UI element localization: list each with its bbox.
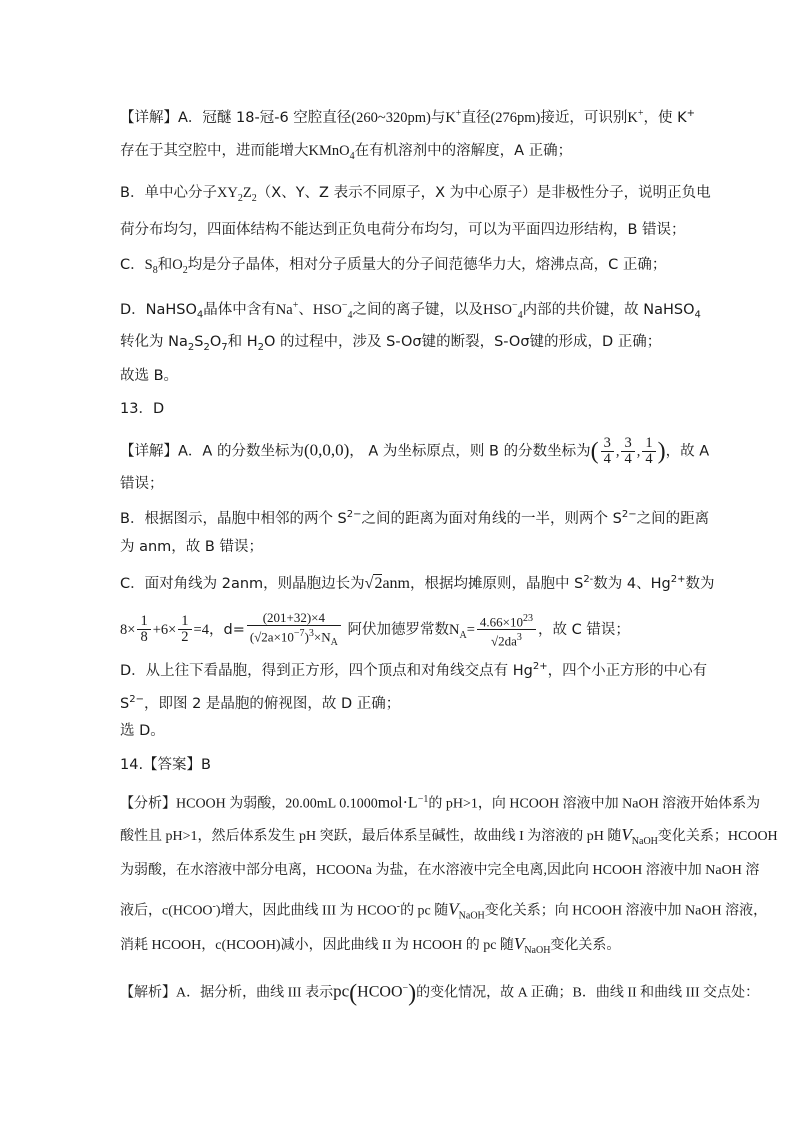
q14-line-1: 【分析】HCOOH 为弱酸，20.00mL $0.1000mol\cdot L^{-1}$的 pH>1，向 HCOOH 溶液中加 NaOH 溶液开始体系为 (120, 794, 761, 812)
q13-line-8: $S^{2-}$，即图 2 是晶胞的俯视图，故 D 正确； (120, 694, 401, 712)
q12-line-1: 【详解】A．冠醚 18-冠-6 空腔直径(260~320pm)与K+直径(276pm)接近，可识别K+，使 K+ (120, 108, 696, 126)
q13-line-2: 错误； (120, 476, 164, 492)
q12-line-2: 存在于其空腔中，进而能增大KMnO$_4$在有机溶剂中的溶解度，A 正确； (120, 143, 573, 162)
q14-line-2: 酸性且 pH>1，然后体系发生 pH 突跃，最后体系呈碱性，故曲线 I 为溶液的 pH 随$V_{NaOH}$变化关系；HCOOH (120, 825, 778, 847)
q13-line-6: 8× $\frac{1}{8}$ +6× $\frac{1}{2}$ =4，d= $\frac{(201+32)\times 4}{(√2a\times 10^{-7})^3\times N_A}$ 阿伏加德罗常数$N_A=$ $\frac{4.66\times 10^{23}}{√2da^3}$ ，故 C 错误； (120, 610, 630, 649)
q13-line-9: 选 D。 (120, 723, 165, 739)
q12-line-7: 转化为 $Na_2S_2O_7$和 $H_2O$ 的过程中，涉及 S-Oσ键的断裂，S-Oσ键的形成，D 正确； (120, 334, 662, 353)
q13-line-4: 为 anm，故 B 错误； (120, 539, 263, 555)
q13-line-7: D．从上往下看晶胞，得到正方形，四个顶点和对角线交点有 $Hg^{2+}$，四个小正方形的中心有 (120, 661, 708, 679)
q14-line-5: 消耗 HCOOH，c(HCOOH)减小，因此曲线 II 为 HCOOH 的 pc 随$V_{NaOH}$变化关系。 (120, 934, 621, 956)
q12-line-4: 荷分布均匀，四面体结构不能达到正负电荷分布均匀，可以为平面四边形结构，B 错误； (120, 222, 686, 238)
q12-line-3: B．单中心分子$XY_2Z_2(X$、Y、Z 表示不同原子，X 为中心原子）是非极性分子，说明正负电 (120, 185, 711, 204)
q12-line-6: D．NaHSO$_4$晶体中含有Na+、$HSO^-_4$之间的离子键，以及$HSO^-_4$内部的共价键，故 NaHSO$_4$ (120, 300, 701, 321)
q12-line-8: 故选 B。 (120, 368, 179, 384)
q14-line-4: 液后，c(HCOO-)增大，因此曲线 III 为 HCOO-的 pc 随$V_{NaOH}$变化关系；向 HCOOH 溶液中加 NaOH 溶液， (120, 899, 768, 922)
q14-line-3: 为弱酸，在水溶液中部分电离，HCOONa 为盐，在水溶液中完全电离,因此向 HCOOH 溶液中加 NaOH 溶 (120, 863, 760, 878)
q12-line-5: C．$S_8$和$O_2$均是分子晶体，相对分子质量大的分子间范德华力大，熔沸点高，C 正确； (120, 257, 667, 276)
q14-line-6: 【解析】A．据分析，曲线 III 表示pc(HCOO−)的变化情况，故 A 正确；B．曲线 II 和曲线 III 交点处： (120, 980, 760, 1007)
q13-line-1: 【详解】A．A 的分数坐标为(0,0,0)， A 为坐标原点，则 B 的分数坐标为( $\frac{3}{4}$ , $\frac{3}{4}$ , $\frac{1}{4}$ )，故 A (120, 435, 710, 467)
q13-line-3: B．根据图示，晶胞中相邻的两个 $S^{2-}$之间的距离为面对角线的一半，则两个 $S^{2-}$之间的距离 (120, 509, 710, 527)
q13-header: 13．D (120, 401, 165, 417)
q14-header: 14.【答案】B (120, 757, 212, 773)
q13-line-5: C．面对角线为 2anm，则晶胞边长为√2anm，根据均摊原则，晶胞中 $S^{2-}$数为 4、$Hg^{2+}$数为 (120, 574, 715, 592)
